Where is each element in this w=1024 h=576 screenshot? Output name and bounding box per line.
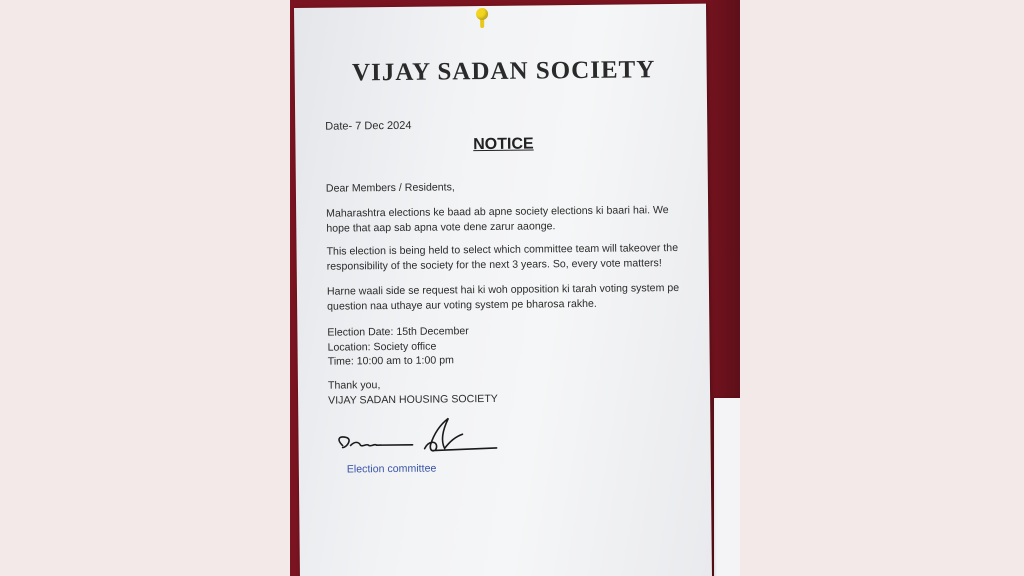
election-date: Election Date: 15th December <box>327 325 469 339</box>
salutation: Dear Members / Residents, <box>325 181 455 195</box>
signatory-organization: VIJAY SADAN HOUSING SOCIETY <box>328 392 498 407</box>
push-pin-icon <box>474 6 490 30</box>
notice-paper <box>294 4 712 576</box>
election-time: Time: 10:00 am to 1:00 pm <box>327 354 454 368</box>
notice-date: Date- 7 Dec 2024 <box>325 119 412 133</box>
election-details <box>327 322 687 369</box>
notice-paragraph-2: This election is being held to select which committee team will takeover the responsibility of the society for the next 3 years. So, every vote matters! <box>326 241 679 273</box>
society-name-heading: VIJAY SADAN SOCIETY <box>351 56 656 87</box>
adjacent-paper <box>714 398 740 576</box>
closing-block <box>328 375 688 408</box>
notice-paragraph-3: Harne waali side se request hai ki woh opposition ki tarah voting system pe question naa uthaye aur voting system pe bharosa rakhe. <box>326 281 680 313</box>
notice-paragraph-1: Maharashtra elections ke baad ab apne society elections ki baari hai. We hope that aap sab apna vote dene zarur aaonge. <box>326 204 669 235</box>
push-pin-head <box>476 8 488 20</box>
signature-label: Election committee <box>346 462 437 476</box>
election-location: Location: Society office <box>327 340 437 354</box>
signature-icon <box>332 410 503 462</box>
notice-photo <box>290 0 740 576</box>
notice-title: NOTICE <box>473 135 534 154</box>
closing-thanks: Thank you, <box>327 379 381 392</box>
